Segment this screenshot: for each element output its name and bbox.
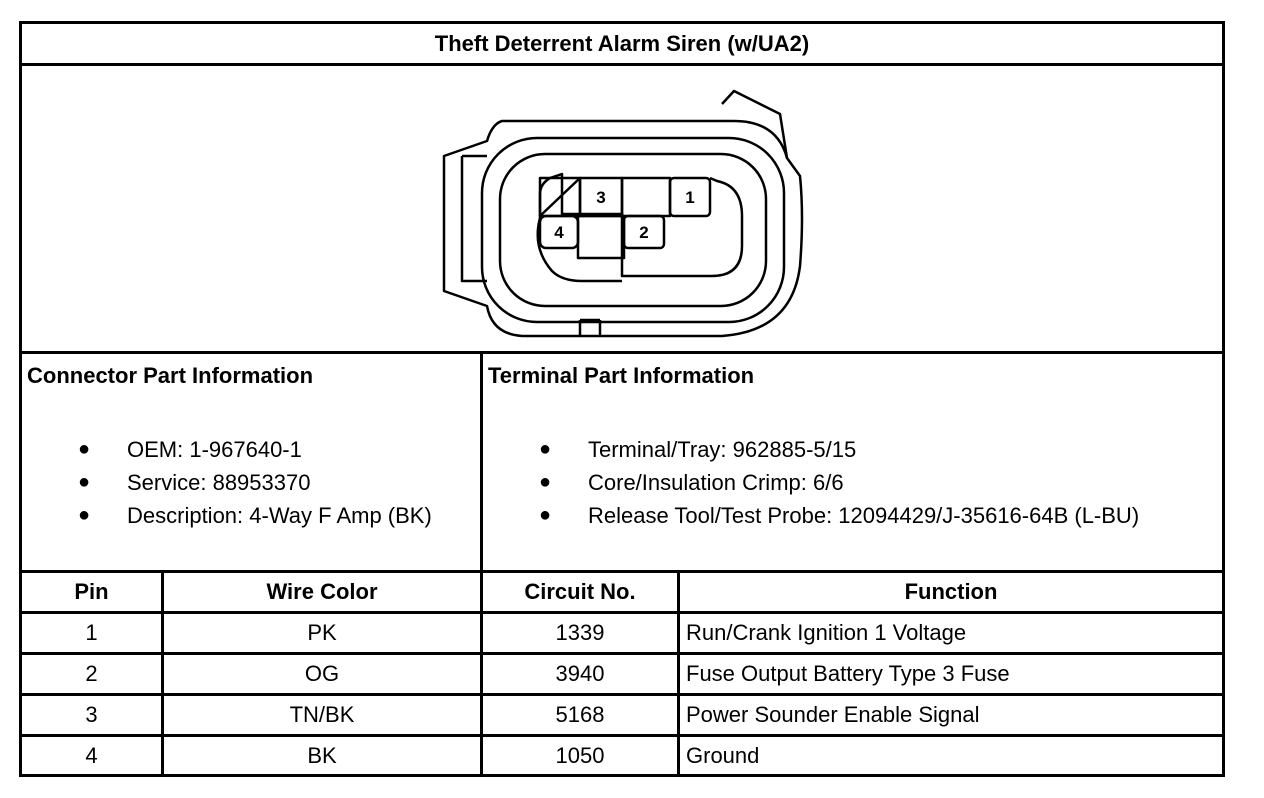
list-item: ● Release Tool/Test Probe: 12094429/J-35616-64B (L-BU) <box>483 499 1139 532</box>
cell-circuit: 3940 <box>483 655 680 693</box>
connector-sheet <box>19 21 1225 777</box>
pin-label-3: 3 <box>596 188 606 207</box>
cell-function: Ground <box>686 743 760 768</box>
connector-part-info <box>22 354 483 573</box>
connector-diagram <box>22 66 1222 354</box>
list-item: ● Terminal/Tray: 962885-5/15 <box>483 433 1139 466</box>
list-item: ● Service: 88953370 <box>22 466 432 499</box>
terminal-part-info <box>483 354 1222 573</box>
cell-pin: 1 <box>22 614 164 652</box>
connector-inner-ring-outer <box>482 138 784 322</box>
cell-circuit: 1339 <box>483 614 680 652</box>
list-item: ● OEM: 1-967640-1 <box>22 433 432 466</box>
bullet-icon: ● <box>539 438 552 460</box>
bullet-icon: ● <box>78 504 91 526</box>
cell-circuit: 5168 <box>483 696 680 734</box>
connector-info-list <box>22 433 432 532</box>
connector-face-drawing <box>22 66 1222 354</box>
connector-info-heading: Connector Part Information <box>27 363 314 388</box>
cell-pin: 3 <box>22 696 164 734</box>
cell-wire-color: PK <box>164 614 483 652</box>
header-wire-color: Wire Color <box>164 573 483 611</box>
bullet-icon: ● <box>78 438 91 460</box>
table-row <box>22 696 1222 737</box>
terminal-info-list <box>483 433 1139 532</box>
cell-wire-color: TN/BK <box>164 696 483 734</box>
cell-function: Power Sounder Enable Signal <box>686 702 980 727</box>
header-function: Function <box>904 579 998 604</box>
header-pin: Pin <box>22 573 164 611</box>
terminal-info-heading: Terminal Part Information <box>488 363 755 388</box>
cell-wire-color: BK <box>164 737 483 775</box>
table-row <box>22 655 1222 696</box>
bullet-icon: ● <box>78 471 91 493</box>
list-item: ● Core/Insulation Crimp: 6/6 <box>483 466 1139 499</box>
cell-pin: 2 <box>22 655 164 693</box>
pinout-table <box>22 573 1222 778</box>
list-item: ● Description: 4-Way F Amp (BK) <box>22 499 432 532</box>
cell-function: Fuse Output Battery Type 3 Fuse <box>686 661 1010 686</box>
bullet-icon: ● <box>539 471 552 493</box>
pin-cavity-bottom-blank <box>578 216 624 258</box>
bullet-icon: ● <box>539 504 552 526</box>
cell-circuit: 1050 <box>483 737 680 775</box>
cell-function: Run/Crank Ignition 1 Voltage <box>686 620 967 645</box>
pin-cavity-empty <box>622 178 670 216</box>
header-circuit: Circuit No. <box>483 573 680 611</box>
cell-wire-color: OG <box>164 655 483 693</box>
page-title: Theft Deterrent Alarm Siren (w/UA2) <box>22 24 1222 66</box>
pin-label-2: 2 <box>639 223 649 242</box>
table-row <box>22 737 1222 778</box>
pin-label-4: 4 <box>554 223 564 242</box>
table-row <box>22 614 1222 655</box>
cell-pin: 4 <box>22 737 164 775</box>
table-header-row <box>22 573 1222 614</box>
pin-label-1: 1 <box>685 188 695 207</box>
